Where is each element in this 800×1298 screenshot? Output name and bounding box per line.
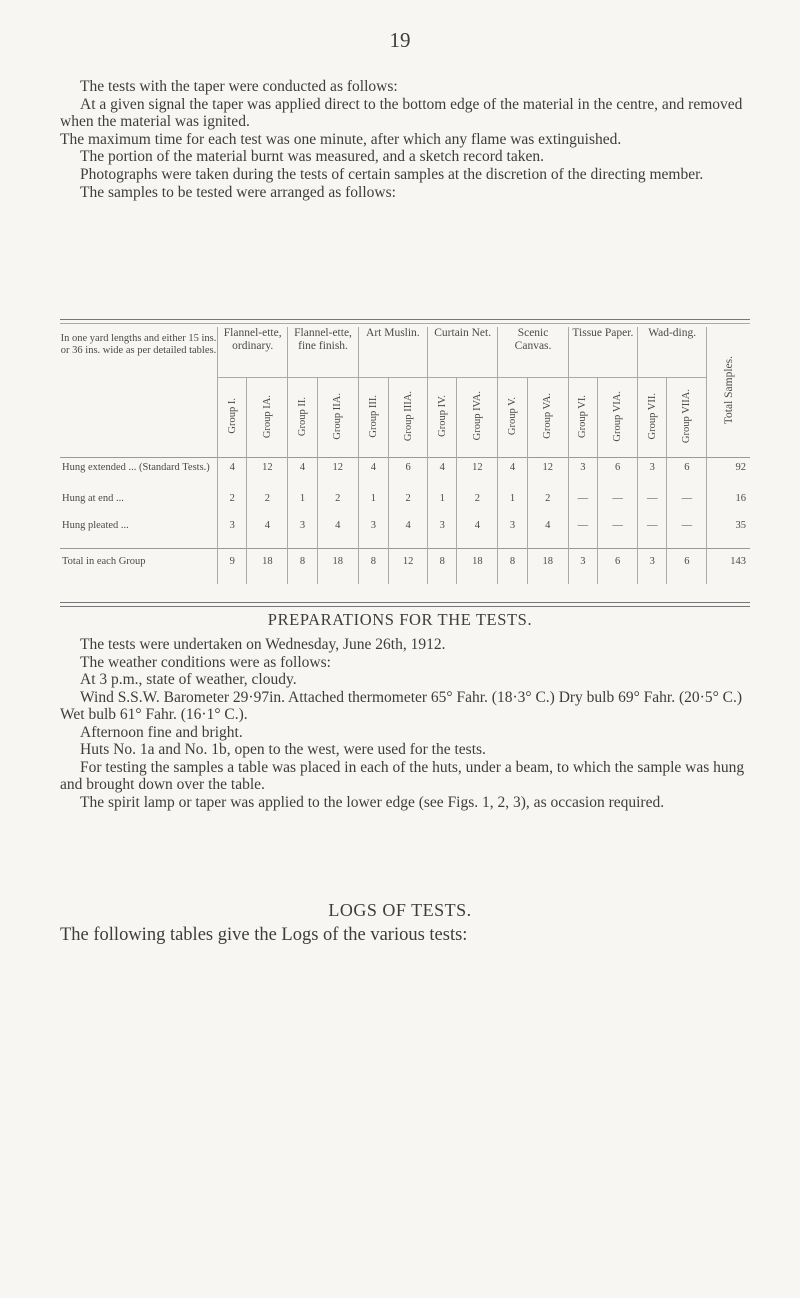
group-header: Group I. xyxy=(218,378,247,458)
cell: 8 xyxy=(498,549,527,585)
cell: 2 xyxy=(457,493,498,520)
cell: 18 xyxy=(527,549,568,585)
row-total: 35 xyxy=(707,520,750,549)
cell: 3 xyxy=(638,458,667,494)
cell: — xyxy=(638,493,667,520)
table-row xyxy=(60,493,750,520)
intro-paragraph: At a given signal the taper was applied direct to the bottom edge of the material in the centre, and removed when the material was ignited. xyxy=(60,95,743,131)
preparations-paragraph: Wind S.S.W. Barometer 29·97in. Attached thermometer 65° Fahr. (18·3° C.) Dry bulb 69° Fahr. (20·5° C.) Wet bulb 61° Fahr. (16·1° C.). xyxy=(60,688,743,723)
cell: 1 xyxy=(288,493,317,520)
group-header: Group IA. xyxy=(247,378,288,458)
logs-intro: The following tables give the Logs of the various tests: xyxy=(60,925,468,945)
cell: 8 xyxy=(288,549,317,585)
cell: 6 xyxy=(598,458,638,494)
cell: 18 xyxy=(457,549,498,585)
row-label: Hung at end ... xyxy=(62,493,124,504)
preparations-paragraph: The spirit lamp or taper was applied to the lower edge (see Figs. 1, 2, 3), as occasion required. xyxy=(80,793,665,811)
cell: 4 xyxy=(358,458,388,494)
cell: 18 xyxy=(247,549,288,585)
cell: 1 xyxy=(428,493,457,520)
cell: 3 xyxy=(358,520,388,549)
intro-paragraph: The samples to be tested were arranged as follows: xyxy=(80,183,396,201)
cell: 2 xyxy=(527,493,568,520)
cell: 3 xyxy=(568,549,597,585)
table-row-totals xyxy=(60,549,750,585)
cell: 9 xyxy=(218,549,247,585)
cell: 4 xyxy=(428,458,457,494)
cell: 4 xyxy=(247,520,288,549)
cell: 8 xyxy=(428,549,457,585)
material-header: Tissue Paper. xyxy=(568,327,637,378)
preparations-paragraph: The tests were undertaken on Wednesday, June 26th, 1912. xyxy=(80,636,446,653)
table-top-rule-inner xyxy=(60,323,750,324)
material-header: Wad-ding. xyxy=(638,327,707,378)
preparations-paragraph: The weather conditions were as follows: xyxy=(80,653,331,671)
cell: 4 xyxy=(498,458,527,494)
cell: — xyxy=(638,520,667,549)
cell: 2 xyxy=(247,493,288,520)
intro-paragraph: The portion of the material burnt was measured, and a sketch record taken. xyxy=(80,148,544,166)
cell: 6 xyxy=(598,549,638,585)
cell: — xyxy=(598,520,638,549)
cell: 12 xyxy=(457,458,498,494)
table-row xyxy=(60,458,750,494)
cell: — xyxy=(667,520,707,549)
page-number: 19 xyxy=(389,28,411,52)
row-label: Total in each Group xyxy=(60,549,218,585)
cell: 4 xyxy=(389,520,428,549)
table-bottom-rule xyxy=(60,602,750,603)
preparations-paragraph: Afternoon fine and bright. xyxy=(80,723,243,741)
preparations-paragraph: For testing the samples a table was placed in each of the huts, under a beam, to which the sample was hung and brought down over the table. xyxy=(60,758,745,793)
cell: 1 xyxy=(358,493,388,520)
preparations-paragraph: Huts No. 1a and No. 1b, open to the west, were used for the tests. xyxy=(80,741,486,758)
cell: — xyxy=(667,493,707,520)
group-header: Group IV. xyxy=(428,378,457,458)
cell: 3 xyxy=(288,520,317,549)
intro-text xyxy=(60,78,748,201)
cell: 4 xyxy=(218,458,247,494)
total-samples-header: Total Samples. xyxy=(707,327,750,458)
cell: 2 xyxy=(389,493,428,520)
cell: 8 xyxy=(358,549,388,585)
material-header: Scenic Canvas. xyxy=(498,327,568,378)
cell: 18 xyxy=(317,549,358,585)
group-header: Group V. xyxy=(498,378,527,458)
preparations-paragraph: At 3 p.m., state of weather, cloudy. xyxy=(80,671,297,688)
intro-paragraph: Photographs were taken during the tests of certain samples at the discretion of the directing member. xyxy=(80,165,704,183)
table-row xyxy=(60,520,750,549)
table-top-rule xyxy=(60,319,750,320)
group-header: Group III. xyxy=(358,378,388,458)
cell: — xyxy=(598,493,638,520)
preparations-heading: PREPARATIONS FOR THE TESTS. xyxy=(267,610,533,629)
intro-paragraph: The maximum time for each test was one minute, after which any flame was extinguished. xyxy=(60,130,622,148)
cell: 6 xyxy=(667,549,707,585)
cell: 1 xyxy=(498,493,527,520)
cell: 4 xyxy=(288,458,317,494)
cell: — xyxy=(568,493,597,520)
cell: 3 xyxy=(568,458,597,494)
table-description: In one yard lengths and either 15 ins. or 36 ins. wide as per detailed tables. xyxy=(60,333,217,356)
row-label: Hung pleated ... xyxy=(62,520,129,531)
group-header: Group II. xyxy=(288,378,317,458)
group-header: Group IIIA. xyxy=(389,378,428,458)
material-header: Flannel-ette, ordinary. xyxy=(218,327,288,378)
group-header: Group VIIA. xyxy=(667,378,707,458)
intro-paragraph: The tests with the taper were conducted as follows: xyxy=(80,78,398,95)
material-header: Flannel-ette, fine finish. xyxy=(288,327,358,378)
material-header: Art Muslin. xyxy=(358,327,427,378)
cell: 2 xyxy=(317,493,358,520)
group-header: Group VA. xyxy=(527,378,568,458)
group-header: Group IVA. xyxy=(457,378,498,458)
row-total: 143 xyxy=(707,549,750,585)
cell: 12 xyxy=(247,458,288,494)
row-total: 92 xyxy=(707,458,750,494)
group-header: Group VIA. xyxy=(598,378,638,458)
cell: 4 xyxy=(527,520,568,549)
cell: 12 xyxy=(317,458,358,494)
logs-heading: LOGS OF TESTS. xyxy=(328,900,472,920)
table-bottom-rule-inner xyxy=(60,606,750,607)
group-header: Group IIA. xyxy=(317,378,358,458)
preparations-text xyxy=(60,636,748,811)
cell: 3 xyxy=(218,520,247,549)
cell: 3 xyxy=(428,520,457,549)
cell: 6 xyxy=(389,458,428,494)
cell: 2 xyxy=(218,493,247,520)
group-header: Group VII. xyxy=(638,378,667,458)
group-header: Group VI. xyxy=(568,378,597,458)
samples-table xyxy=(60,327,750,584)
cell: 6 xyxy=(667,458,707,494)
cell: 12 xyxy=(527,458,568,494)
cell: 4 xyxy=(457,520,498,549)
cell: 3 xyxy=(498,520,527,549)
material-header: Curtain Net. xyxy=(428,327,498,378)
cell: 12 xyxy=(389,549,428,585)
cell: — xyxy=(568,520,597,549)
row-label: Hung extended ... (Standard Tests.) xyxy=(60,458,218,494)
cell: 3 xyxy=(638,549,667,585)
row-total: 16 xyxy=(707,493,750,520)
cell: 4 xyxy=(317,520,358,549)
